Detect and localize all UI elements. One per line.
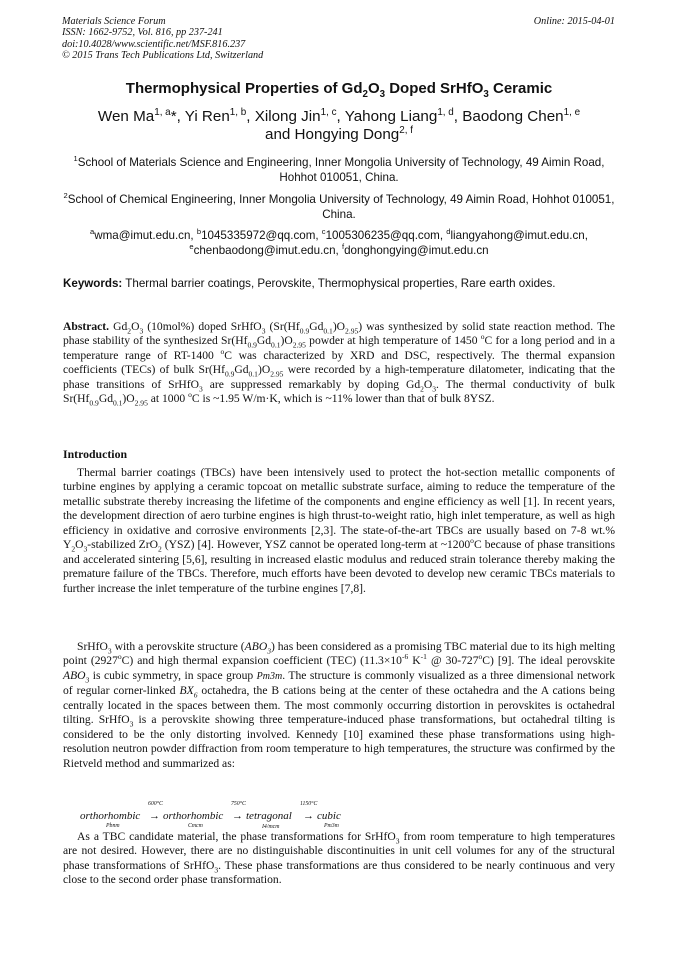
- email: 1005306235@qq.com,: [325, 229, 447, 242]
- phase-label: orthorhombic: [80, 810, 141, 822]
- phase-transition-formula: [80, 801, 380, 831]
- abstract: Abstract. $Gd_2O_3$ (10mol%) doped SrHfO$_3$ $(Sr(Hf_{0.9}Gd_{0.1})O_{2.95})$ was synthesized by solid state reaction method. The phase stability of the synthesized $Sr(Hf_{0.9}Gd_{0.1})O_{2.95}$ powder at high temperature of 1450 $^o$C for a long period and in a temperature range of RT-1400 $^o$C was characterized by XRD and DSC, respectively. The thermal expansion coefficients (TECs) of bulk $Sr(Hf_{0.9}Gd_{0.1})O_{2.95}$ were recorded by a high-temperature dilatometer, indicating that the phase transitions of SrHfO$_3$ are suppressed remarkably by doping $Gd_2O_3$. The thermal conductivity of bulk $Sr(Hf_{0.9}Gd_{0.1})O_{2.95}$ at 1000 $^o$C is ~1.95 W/m·K, which is ~11% lower than that of bulk 8YSZ.: [63, 320, 616, 408]
- author: and Hongying Dong: [265, 126, 400, 143]
- author-list: Wen Ma$^{1, a}$*, Yi Ren$^{1, b}$, Xilong Jin$^{1, c}$, Yahong Liang$^{1, d}$, Baodong Chen$^{1, e}$ and Hongying Dong$^{2, f}$: [97, 106, 581, 143]
- section-heading: Introduction: [63, 447, 128, 461]
- space-group-label: Pm3m: [324, 823, 339, 829]
- doi-line: doi:10.4028/www.scientific.net/MSF.816.237: [62, 38, 246, 50]
- arrow: →: [232, 810, 243, 822]
- body-paragraph: Thermal barrier coatings (TBCs) have been intensively used to protect the hot-section metallic components of turbine engines by applying a ceramic topcoat on metallic substrate surface, aiming to reduce the temperature of the metallic substrate thereby increasing the lifetime of the components and engine efficiency as well [1]. In recent years, the development direction of aero turbine engines is high thrust-to-weight ratio, high inlet temperature, as well as high efficiency in oxidative and corrosive environments [2,3]. The state-of-the-art TBCs are usually based on 7-8 wt.% $Y_2O_3$-stabilized ZrO$_2$ (YSZ) [4]. However, YSZ cannot be operated long-term at ~1200$^o$C because of phase transitions and accelerated sintering [5,6], resulting in increased elastic modulus and reduced strain tolerance thereby making the premature failure of the TBCs. Therefore, much efforts have been devoted to develop new ceramic TBCs materials to further increase the inlet temperature of the turbine engines [7,8].: [63, 466, 615, 595]
- author: Yi Ren: [184, 108, 230, 125]
- affiliation-1: $^1$School of Materials Science and Engineering, Inner Mongolia University of Technology, 49 Aimin Road, Hohhot 010051, China.: [73, 154, 605, 184]
- journal-name: Materials Science Forum: [62, 16, 166, 27]
- transition-temp: 750°C: [231, 801, 246, 807]
- transition-temp: 1150°C: [300, 801, 318, 807]
- affiliation-2: $^2$School of Chemical Engineering, Inner Mongolia University of Technology, 49 Aimin Road, Hohhot 010051, China.: [63, 191, 615, 221]
- abstract-label: Abstract.: [63, 320, 110, 333]
- email: wma@imut.edu.cn,: [94, 229, 197, 242]
- email: 1045335972@qq.com,: [201, 229, 322, 242]
- email: donghongying@imut.edu.cn: [344, 243, 489, 257]
- body-paragraph: As a TBC candidate material, the phase transformations for SrHfO$_3$ from room temperature to high temperatures are not desired. However, there are no distinguishable discontinuities in unit cell volumes for any of the structural phase transformations of SrHfO$_3$. These phase transformations are thus considered to be nearly continuous and very close to the second order phase transformation.: [63, 830, 616, 887]
- paper-title: Thermophysical Properties of $Gd_2O_3$ Doped SrHfO$_3$ Ceramic: [125, 80, 553, 100]
- journal-meta: [62, 16, 263, 62]
- space-group-label: Pbnm: [106, 823, 120, 829]
- body-paragraph: SrHfO$_3$ with a perovskite structure $(ABO_3)$ has been considered as a promising TBC material due to its high melting point (2927$^o$C) and high thermal expansion coefficient (TEC) ($11.3\times 10^{-6}$ $K^{-1}$ @ 30-727$^o$C) [9]. The ideal perovskite $ABO_3$ is cubic symmetry, in space group Pm3m. The structure is commonly visualized as a three dimensional network of regular corner-linked $BX_6$ octahedra, the B cations being at the center of these octahedra and the A cations being centrally located in the spaces between them. The most commonly occurring distortion in perovskites is octahedral tilting. SrHfO$_3$ is a perovskite showing three temperature-induced phase transformations, but octahedral tilting is considered to be the only distorting involved. Kennedy [10] examined these phase transformations using high-resolution neutron powder diffraction from room temperature to high temperatures, the structure was confirmed by the Rietveld method and summarized as:: [63, 640, 615, 770]
- phase-label: orthorhombic: [163, 810, 224, 822]
- author: Xilong Jin: [254, 108, 321, 125]
- author: Yahong Liang: [344, 108, 438, 125]
- email: liangyahong@imut.edu.cn,: [450, 229, 588, 242]
- phase-label: cubic: [317, 810, 341, 822]
- phase-label: tetragonal: [246, 810, 292, 822]
- keywords-text: Thermal barrier coatings, Perovskite, Thermophysical properties, Rare earth oxides.: [122, 277, 556, 290]
- online-date: Online: 2015-04-01: [533, 16, 615, 27]
- transition-temp: 600°C: [148, 801, 163, 807]
- space-group-label: I4/mcm: [262, 824, 280, 830]
- copyright-line: © 2015 Trans Tech Publications Ltd, Switzerland: [62, 50, 264, 62]
- arrow: →: [303, 810, 314, 822]
- author: Baodong Chen: [462, 108, 564, 125]
- space-group: Pm3m: [256, 670, 283, 682]
- arrow: →: [149, 810, 160, 822]
- issn-line: ISSN: 1662-9752, Vol. 816, pp 237-241: [62, 27, 223, 39]
- keywords-label: Keywords:: [63, 277, 123, 290]
- email: chenbaodong@imut.edu.cn,: [193, 243, 342, 257]
- author: Wen Ma: [97, 108, 155, 125]
- keywords: [63, 277, 615, 290]
- email-list: $^a$wma@imut.edu.cn, $^b$1045335972@qq.com, $^c$1005306235@qq.com, $^d$liangyahong@imut.edu.cn, $^e$chenbaodong@imut.edu.cn, $^f$donghongying@imut.edu.cn: [90, 227, 588, 257]
- space-group-label: Cmcm: [188, 823, 203, 829]
